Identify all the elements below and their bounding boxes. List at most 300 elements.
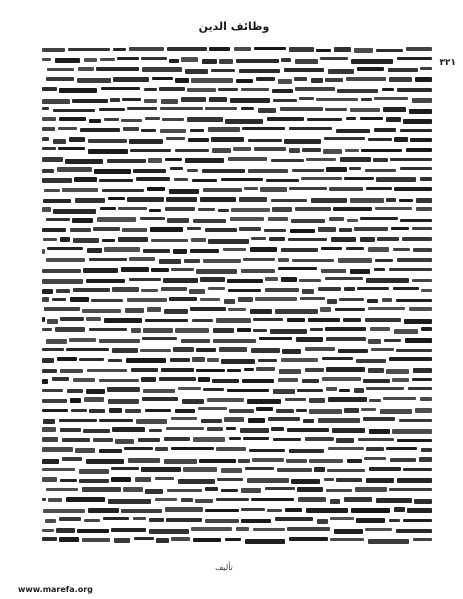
- manuscript-word: [396, 299, 432, 302]
- manuscript-word: [99, 379, 139, 382]
- manuscript-word: [75, 448, 95, 453]
- manuscript-word: [42, 409, 68, 412]
- manuscript-word: [236, 59, 279, 63]
- manuscript-word: [229, 409, 254, 413]
- manuscript-word: [209, 97, 227, 102]
- manuscript-word: [218, 88, 238, 91]
- manuscript-word: [193, 538, 221, 542]
- manuscript-word: [123, 127, 139, 131]
- page-header-title: وظائف الدين: [198, 20, 270, 33]
- manuscript-word: [165, 207, 195, 211]
- manuscript-word: [133, 169, 166, 173]
- manuscript-word: [155, 477, 174, 480]
- manuscript-word: [42, 379, 48, 384]
- manuscript-word: [282, 349, 301, 354]
- manuscript-word: [86, 279, 125, 283]
- manuscript-word: [339, 298, 364, 301]
- manuscript-word: [42, 297, 49, 302]
- manuscript-word: [45, 519, 56, 523]
- manuscript-word: [363, 379, 390, 383]
- manuscript-word: [328, 397, 367, 402]
- manuscript-word: [389, 77, 412, 82]
- manuscript-word: [42, 269, 81, 273]
- manuscript-word: [354, 48, 373, 53]
- manuscript-word: [284, 68, 324, 72]
- manuscript-word: [200, 277, 225, 282]
- manuscript-word: [88, 149, 128, 154]
- manuscript-word: [59, 517, 81, 521]
- manuscript-word: [407, 508, 432, 513]
- manuscript-word: [243, 437, 269, 440]
- manuscript-word: [271, 199, 307, 202]
- manuscript-word: [113, 48, 126, 51]
- manuscript-word: [409, 307, 432, 311]
- manuscript-word: [236, 527, 249, 531]
- manuscript-word: [292, 169, 324, 172]
- manuscript-word: [136, 177, 170, 181]
- manuscript-word: [302, 148, 321, 152]
- manuscript-word: [46, 258, 85, 262]
- manuscript-word: [386, 198, 396, 202]
- manuscript-word: [334, 47, 351, 52]
- manuscript-word: [289, 187, 327, 190]
- manuscript-word: [82, 487, 121, 492]
- manuscript-word: [318, 287, 341, 291]
- manuscript-word: [233, 147, 251, 151]
- manuscript-word: [113, 77, 149, 82]
- manuscript-word: [112, 287, 139, 292]
- manuscript-word: [357, 287, 389, 290]
- manuscript-word: [75, 198, 105, 203]
- manuscript-word: [338, 349, 368, 353]
- manuscript-word: [410, 138, 432, 142]
- manuscript-word: [164, 437, 190, 441]
- manuscript-word: [347, 459, 362, 463]
- manuscript-word: [42, 228, 66, 232]
- manuscript-word: [42, 477, 57, 482]
- manuscript-word: [244, 368, 254, 371]
- manuscript-word: [368, 307, 405, 310]
- manuscript-word: [46, 77, 74, 81]
- manuscript-word: [42, 178, 72, 183]
- manuscript-word: [89, 258, 127, 261]
- manuscript-word: [59, 117, 86, 121]
- manuscript-word: [145, 409, 171, 412]
- manuscript-word: [43, 238, 57, 241]
- manuscript-word: [272, 89, 293, 93]
- manuscript-word: [420, 397, 432, 401]
- manuscript-word: [42, 459, 59, 464]
- manuscript-word: [108, 499, 151, 504]
- manuscript-word: [111, 477, 131, 482]
- manuscript-word: [155, 447, 168, 451]
- manuscript-word: [59, 88, 97, 93]
- manuscript-word: [320, 57, 348, 60]
- manuscript-word: [265, 277, 278, 281]
- manuscript-word: [265, 288, 299, 292]
- manuscript-word: [131, 368, 158, 372]
- manuscript-word: [144, 99, 157, 103]
- manuscript-word: [190, 307, 226, 311]
- manuscript-word: [400, 219, 432, 222]
- manuscript-word: [366, 387, 404, 390]
- manuscript-word: [166, 518, 202, 522]
- manuscript-word: [314, 467, 325, 472]
- manuscript-word: [251, 498, 294, 501]
- manuscript-word: [399, 199, 413, 202]
- page-number: ٣٢١: [439, 58, 456, 68]
- manuscript-word: [110, 98, 120, 102]
- manuscript-word: [125, 308, 144, 313]
- manuscript-word: [159, 87, 185, 91]
- manuscript-word: [241, 107, 254, 110]
- manuscript-word: [327, 299, 337, 304]
- manuscript-word: [203, 188, 242, 192]
- manuscript-word: [330, 499, 340, 504]
- manuscript-word: [326, 367, 365, 372]
- manuscript-word: [366, 187, 392, 190]
- manuscript-word: [245, 467, 274, 470]
- manuscript-word: [392, 378, 409, 382]
- manuscript-word: [399, 419, 432, 422]
- manuscript-word: [344, 408, 359, 413]
- manuscript-word: [245, 539, 285, 544]
- manuscript-word: [159, 259, 181, 264]
- manuscript-word: [56, 528, 75, 533]
- manuscript-word: [394, 507, 405, 512]
- manuscript-word: [409, 109, 432, 114]
- manuscript-word: [323, 149, 342, 154]
- manuscript-word: [408, 387, 432, 390]
- manuscript-word: [57, 357, 77, 361]
- manuscript-word: [237, 328, 251, 332]
- manuscript-word: [205, 228, 237, 232]
- manuscript-word: [149, 429, 162, 432]
- manuscript-word: [171, 537, 190, 541]
- manuscript-word: [104, 118, 119, 121]
- manuscript-word: [149, 518, 164, 522]
- manuscript-word: [178, 479, 215, 484]
- manuscript-word: [152, 77, 173, 80]
- manuscript-word: [355, 487, 387, 492]
- manuscript-word: [55, 58, 80, 63]
- manuscript-word: [330, 538, 364, 541]
- manuscript-word: [253, 329, 267, 332]
- manuscript-word: [136, 419, 167, 424]
- footer-signature: تأليف: [215, 563, 233, 572]
- manuscript-word: [99, 108, 125, 111]
- manuscript-word: [44, 189, 60, 192]
- manuscript-word: [328, 69, 354, 74]
- manuscript-word: [217, 478, 243, 481]
- manuscript-word: [141, 289, 158, 292]
- manuscript-word: [185, 158, 224, 163]
- manuscript-word: [42, 427, 56, 432]
- manuscript-word: [118, 237, 148, 242]
- manuscript-word: [127, 107, 157, 110]
- manuscript-word: [413, 248, 432, 252]
- manuscript-word: [324, 478, 334, 481]
- manuscript-word: [403, 468, 432, 471]
- manuscript-word: [196, 348, 216, 352]
- manuscript-word: [126, 358, 166, 363]
- manuscript-word: [101, 87, 140, 90]
- manuscript-word: [369, 467, 401, 471]
- manuscript-word: [356, 359, 386, 363]
- manuscript-word: [389, 268, 432, 271]
- manuscript-word: [236, 79, 253, 83]
- manuscript-word: [147, 187, 165, 191]
- manuscript-word: [318, 418, 360, 423]
- manuscript-word: [405, 338, 432, 343]
- manuscript-word: [86, 459, 124, 464]
- manuscript-word: [59, 419, 97, 422]
- manuscript-word: [297, 487, 323, 492]
- manuscript-word: [326, 167, 347, 172]
- manuscript-word: [173, 249, 187, 254]
- manuscript-word: [53, 139, 66, 144]
- manuscript-word: [393, 248, 410, 251]
- manuscript-word: [165, 158, 182, 161]
- manuscript-word: [268, 217, 288, 221]
- manuscript-word: [72, 99, 108, 103]
- manuscript-word: [89, 328, 127, 331]
- manuscript-word: [195, 499, 213, 503]
- manuscript-word: [287, 527, 330, 531]
- manuscript-word: [134, 537, 154, 540]
- manuscript-word: [307, 118, 342, 121]
- manuscript-word: [123, 487, 143, 492]
- manuscript-word: [42, 87, 57, 91]
- manuscript-word: [290, 229, 315, 233]
- manuscript-word: [169, 189, 199, 194]
- manuscript-word: [277, 468, 312, 472]
- manuscript-word: [67, 389, 83, 393]
- manuscript-word: [279, 369, 301, 374]
- manuscript-word: [163, 278, 198, 283]
- manuscript-word: [190, 129, 204, 132]
- manuscript-word: [228, 289, 261, 292]
- manuscript-word: [325, 78, 343, 82]
- manuscript-word: [244, 187, 258, 190]
- manuscript-word: [175, 78, 189, 83]
- manuscript-word: [413, 368, 432, 373]
- manuscript-word: [221, 468, 242, 473]
- manuscript-word: [278, 258, 289, 262]
- manuscript-word: [114, 538, 130, 543]
- manuscript-word: [365, 169, 396, 172]
- manuscript-word: [306, 158, 336, 161]
- manuscript-word: [91, 299, 123, 302]
- manuscript-word: [394, 329, 418, 334]
- manuscript-word: [129, 257, 155, 261]
- manuscript-word: [84, 58, 97, 62]
- manuscript-word: [302, 379, 319, 383]
- manuscript-word: [216, 318, 251, 323]
- manuscript-word: [208, 239, 249, 244]
- manuscript-word: [271, 427, 284, 431]
- manuscript-word: [369, 399, 381, 402]
- manuscript-word: [354, 388, 364, 393]
- manuscript-word: [208, 127, 240, 132]
- manuscript-word: [298, 497, 326, 502]
- manuscript-word: [191, 238, 206, 242]
- manuscript-word: [299, 97, 314, 100]
- manuscript-word: [321, 269, 346, 273]
- manuscript-word: [404, 319, 432, 324]
- manuscript-word: [173, 347, 194, 352]
- manuscript-word: [347, 219, 358, 222]
- manuscript-word: [386, 369, 409, 374]
- manuscript-word: [162, 118, 184, 121]
- manuscript-word: [200, 197, 236, 202]
- manuscript-word: [60, 237, 70, 242]
- manuscript-word: [239, 69, 280, 73]
- manuscript-word: [140, 217, 165, 220]
- manuscript-word: [192, 179, 217, 182]
- manuscript-word: [241, 508, 265, 511]
- manuscript-word: [275, 309, 318, 314]
- manuscript-word: [413, 538, 432, 541]
- manuscript-word: [70, 398, 81, 403]
- manuscript-word: [83, 268, 118, 273]
- manuscript-word: [165, 507, 203, 512]
- manuscript-word: [253, 528, 285, 531]
- manuscript-word: [181, 97, 206, 102]
- manuscript-word: [377, 237, 399, 241]
- manuscript-word: [325, 327, 366, 331]
- manuscript-word: [289, 449, 324, 453]
- manuscript-word: [224, 299, 235, 304]
- manuscript-word: [42, 58, 51, 61]
- manuscript-word: [66, 497, 105, 502]
- manuscript-word: [231, 208, 270, 212]
- manuscript-word: [295, 59, 318, 64]
- manuscript-word: [390, 458, 416, 462]
- manuscript-word: [258, 108, 276, 113]
- manuscript-word: [365, 318, 401, 322]
- manuscript-word: [107, 387, 140, 392]
- manuscript-word: [88, 139, 127, 143]
- manuscript-word: [202, 169, 245, 173]
- manuscript-word: [151, 239, 188, 242]
- manuscript-word: [125, 409, 141, 413]
- manuscript-word: [302, 289, 314, 294]
- manuscript-word: [289, 47, 314, 52]
- manuscript-word: [99, 449, 122, 453]
- manuscript-word: [400, 129, 432, 132]
- manuscript-word: [256, 77, 275, 81]
- manuscript-word: [166, 197, 197, 202]
- manuscript-word: [104, 318, 142, 323]
- manuscript-text-block: [40, 46, 432, 546]
- manuscript-word: [198, 407, 227, 410]
- manuscript-word: [238, 459, 250, 463]
- manuscript-word: [141, 377, 156, 382]
- manuscript-word: [375, 207, 412, 210]
- manuscript-word: [289, 127, 332, 130]
- manuscript-word: [393, 287, 419, 290]
- manuscript-word: [252, 458, 284, 462]
- manuscript-word: [346, 117, 356, 120]
- manuscript-word: [292, 259, 334, 262]
- manuscript-word: [388, 68, 418, 72]
- manuscript-word: [281, 358, 318, 362]
- manuscript-word: [178, 387, 201, 390]
- manuscript-word: [305, 347, 335, 351]
- manuscript-word: [309, 398, 325, 403]
- manuscript-word: [228, 157, 267, 161]
- manuscript-word: [301, 177, 342, 180]
- manuscript-word: [47, 247, 83, 250]
- manuscript-word: [336, 478, 362, 482]
- manuscript-word: [147, 307, 161, 312]
- manuscript-word: [60, 479, 77, 482]
- manuscript-word: [256, 367, 275, 371]
- manuscript-word: [135, 477, 151, 482]
- manuscript-word: [316, 49, 331, 52]
- manuscript-word: [221, 359, 255, 364]
- manuscript-word: [122, 98, 141, 101]
- manuscript-word: [127, 197, 164, 202]
- manuscript-word: [42, 289, 53, 294]
- manuscript-word: [345, 149, 359, 152]
- manuscript-word: [266, 179, 299, 182]
- manuscript-word: [213, 339, 256, 343]
- manuscript-word: [221, 178, 263, 181]
- manuscript-word: [203, 388, 224, 391]
- manuscript-word: [374, 268, 385, 271]
- manuscript-word: [373, 158, 388, 162]
- manuscript-word: [309, 459, 343, 463]
- manuscript-word: [74, 177, 97, 182]
- manuscript-word: [48, 498, 62, 502]
- manuscript-word: [234, 47, 251, 51]
- manuscript-word: [295, 87, 335, 91]
- manuscript-word: [60, 369, 83, 373]
- manuscript-word: [44, 307, 80, 311]
- manuscript-word: [371, 348, 394, 351]
- manuscript-word: [77, 529, 109, 533]
- manuscript-word: [66, 348, 109, 351]
- manuscript-word: [80, 128, 120, 132]
- manuscript-word: [42, 107, 49, 110]
- manuscript-word: [148, 158, 162, 163]
- manuscript-word: [86, 317, 101, 321]
- manuscript-word: [205, 509, 239, 512]
- manuscript-word: [143, 328, 173, 333]
- manuscript-word: [83, 429, 110, 433]
- manuscript-word: [207, 358, 219, 362]
- manuscript-word: [272, 207, 292, 212]
- manuscript-word: [145, 489, 163, 494]
- manuscript-word: [57, 167, 92, 172]
- manuscript-word: [273, 389, 295, 394]
- manuscript-word: [420, 177, 432, 181]
- manuscript-word: [59, 537, 79, 542]
- manuscript-word: [124, 447, 153, 450]
- manuscript-word: [310, 328, 323, 331]
- manuscript-word: [273, 438, 301, 441]
- manuscript-word: [414, 499, 432, 504]
- manuscript-word: [70, 297, 89, 302]
- manuscript-word: [129, 139, 163, 144]
- manuscript-word: [332, 428, 365, 433]
- manuscript-word: [273, 99, 297, 102]
- manuscript-word: [361, 98, 372, 101]
- manuscript-word: [164, 309, 188, 314]
- manuscript-word: [403, 519, 432, 522]
